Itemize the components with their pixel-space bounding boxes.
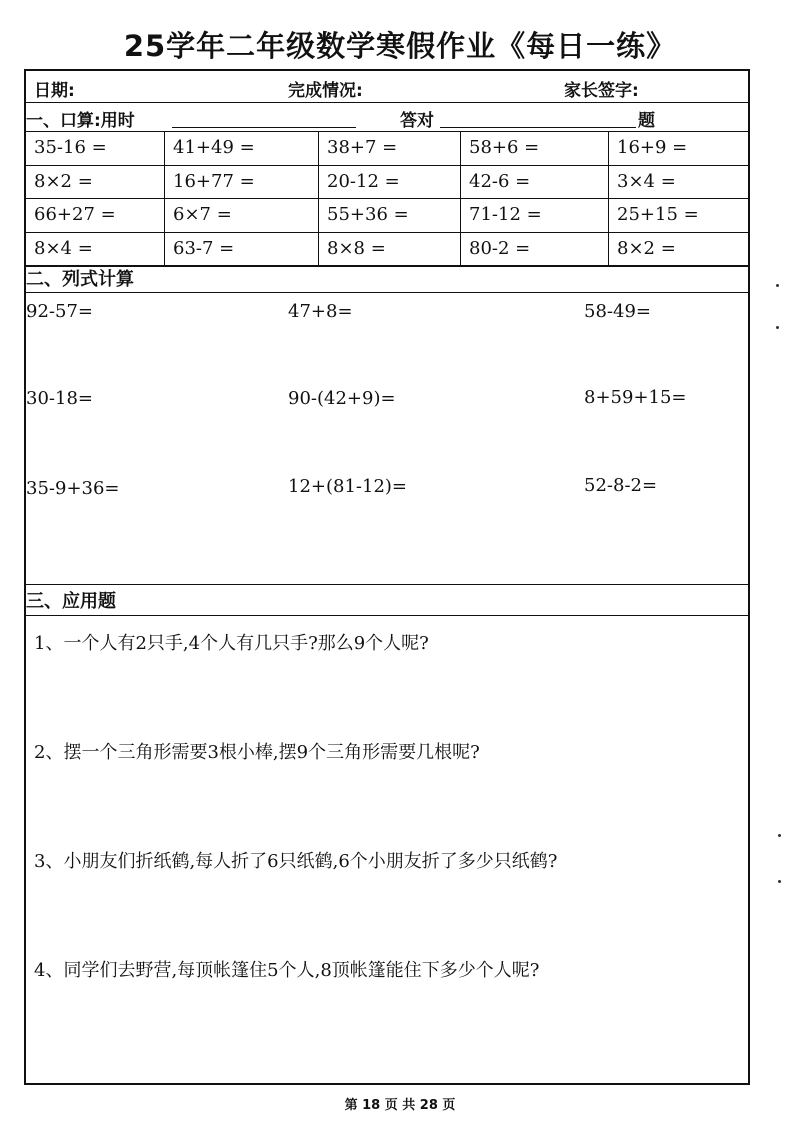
oral-header-row <box>26 103 748 132</box>
oral-cell: 25+15 = <box>609 199 748 233</box>
oral-cell: 8×8 = <box>319 233 461 267</box>
word-problem: 2、摆一个三角形需要3根小棒,摆9个三角形需要几根呢? <box>34 742 480 763</box>
oral-cell: 63-7 = <box>165 233 319 267</box>
calc-item: 8+59+15= <box>584 387 687 408</box>
scan-speck <box>776 326 779 329</box>
worksheet <box>24 69 750 1085</box>
oral-cell: 55+36 = <box>319 199 461 233</box>
oral-cell: 20-12 = <box>319 166 461 200</box>
oral-cell: 3×4 = <box>609 166 748 200</box>
word-problem: 4、同学们去野营,每顶帐篷住5个人,8顶帐篷能住下多少个人呢? <box>34 960 540 981</box>
word-problem: 1、一个人有2只手,4个人有几只手?那么9个人呢? <box>34 633 429 654</box>
section-divider <box>26 584 748 585</box>
calc-item: 90-(42+9)= <box>288 388 396 409</box>
scan-speck <box>776 284 779 287</box>
calc-item: 58-49= <box>584 301 651 322</box>
page-footer: 第 18 页 共 28 页 <box>344 1098 456 1113</box>
oral-cell: 35-16 = <box>26 132 165 166</box>
scan-speck <box>778 834 781 837</box>
correct-label: 答对 <box>400 111 434 131</box>
oral-time-label: 一、口算:用时 <box>26 111 135 131</box>
calc-item: 92-57= <box>26 301 93 322</box>
calc-item: 35-9+36= <box>26 478 120 499</box>
oral-cell: 16+77 = <box>165 166 319 200</box>
calc-item: 52-8-2= <box>584 475 658 496</box>
scan-speck <box>778 880 781 883</box>
calc-item: 12+(81-12)= <box>288 476 408 497</box>
date-label: 日期: <box>34 81 75 101</box>
oral-grid <box>26 132 748 267</box>
oral-cell: 38+7 = <box>319 132 461 166</box>
oral-cell: 80-2 = <box>461 233 609 267</box>
time-blank[interactable] <box>172 127 356 128</box>
status-label: 完成情况: <box>288 81 363 101</box>
word-problem: 3、小朋友们折纸鹤,每人折了6只纸鹤,6个小朋友折了多少只纸鹤? <box>34 851 558 872</box>
section-3-heading: 三、应用题 <box>26 589 748 616</box>
section-2-heading: 二、列式计算 <box>26 268 748 293</box>
oral-cell: 8×2 = <box>609 233 748 267</box>
oral-cell: 66+27 = <box>26 199 165 233</box>
oral-cell: 42-6 = <box>461 166 609 200</box>
oral-cell: 41+49 = <box>165 132 319 166</box>
info-row <box>26 71 748 103</box>
correct-blank[interactable] <box>440 127 636 128</box>
page-title: 25学年二年级数学寒假作业《每日一练》 <box>123 29 677 63</box>
oral-cell: 8×2 = <box>26 166 165 200</box>
oral-cell: 16+9 = <box>609 132 748 166</box>
question-suffix: 题 <box>638 111 655 131</box>
oral-cell: 58+6 = <box>461 132 609 166</box>
oral-cell: 71-12 = <box>461 199 609 233</box>
calc-item: 47+8= <box>288 301 353 322</box>
signature-label: 家长签字: <box>564 81 639 101</box>
calc-item: 30-18= <box>26 388 93 409</box>
oral-cell: 6×7 = <box>165 199 319 233</box>
oral-cell: 8×4 = <box>26 233 165 267</box>
